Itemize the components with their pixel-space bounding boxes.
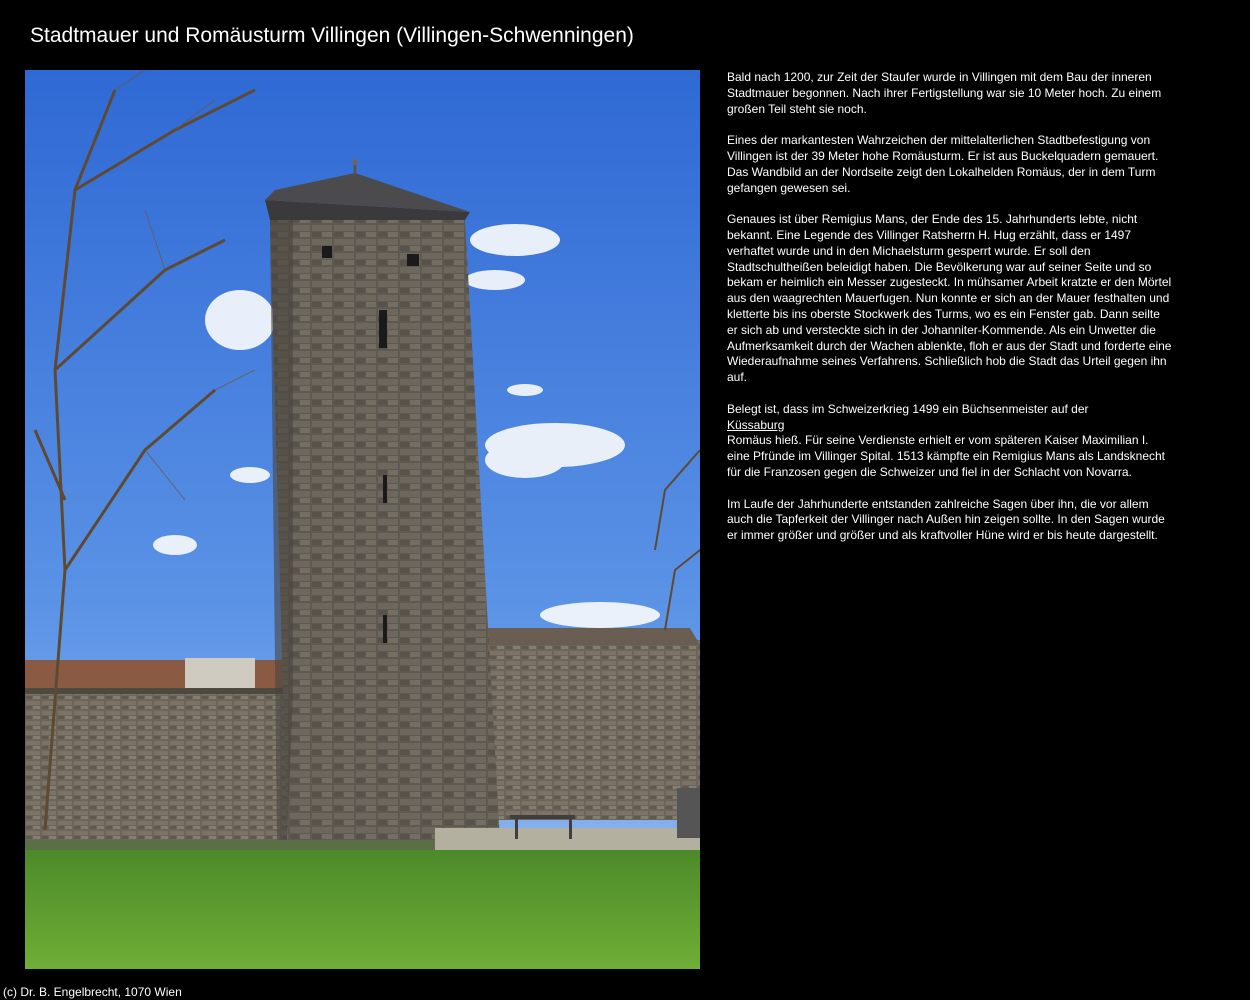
paragraph-5: Im Laufe der Jahrhunderte entstanden zahlreiche Sagen über ihn, die vor allem auch die Tapferkeit der Villinger nach Außen hin zeigen sollte. In den Sagen wurde er immer größer und größer und als kraftvoller Hüne wird er bis heute dargestellt. xyxy=(727,496,1165,543)
description-text xyxy=(727,70,1172,560)
kuessaburg-link[interactable]: Küssaburg xyxy=(727,417,785,432)
paragraph-4-rest: Romäus hieß. Für seine Verdienste erhielt er vom späteren Kaiser Maximilian I. eine Pfründe im Villinger Spital. 1513 kämpfte ein Remigius Mans als Landsknecht für die Franzosen gegen die Schweizer und fiel in der Schlacht von Novarra. xyxy=(727,433,1166,479)
page-title: Stadtmauer und Romäusturm Villingen (Villingen-Schwenningen) xyxy=(30,24,634,47)
tower-photo-illustration xyxy=(25,70,700,969)
paragraph-4-intro: Belegt ist, dass im Schweizerkrieg 1499 ein Büchsenmeister auf der xyxy=(727,401,1089,416)
paragraph-1: Bald nach 1200, zur Zeit der Staufer wurde in Villingen mit dem Bau der inneren Stadtmauer begonnen. Nach ihrer Fertigstellung war sie 10 Meter hoch. Zu einem großen Teil steht sie noch. xyxy=(727,70,1162,116)
paragraph-2: Eines der markantesten Wahrzeichen der mittelalterlichen Stadtbefestigung von Villingen ist der 39 Meter hohe Romäusturm. Er ist aus Buckelquadern gemauert. Das Wandbild an der Nordseite zeigt den Lokalhelden Romäus, der in dem Turm gefangen gewesen sei. xyxy=(727,133,1159,195)
paragraph-4 xyxy=(727,402,1172,481)
tower-photo xyxy=(25,70,700,969)
copyright-notice: (c) Dr. B. Engelbrecht, 1070 Wien xyxy=(3,985,182,999)
paragraph-3: Genaues ist über Remigius Mans, der Ende des 15. Jahrhunderts lebte, nicht bekannt. Eine Legende des Villinger Ratsherrn H. Hug erzählt, dass er 1497 verhaftet wurde und in den Michaelsturm gesperrt wurde. Er soll den Stadtschultheißen beleidigt haben. Die Bevölkerung war auf seiner Seite und so bekam er heimlich ein Messer zugesteckt. In mühsamer Arbeit kratzte er den Mörtel aus den waagrechten Mauerfugen. Nun konnte er sich an der Mauer festhalten und kletterte bis ins oberste Stockwerk des Turms, wo es ein Fenster gab. Dann seilte er sich ab und versteckte sich in der Johanniter-Kommende. Als ein Unwetter die Aufmerksamkeit durch der Wachen ablenkte, floh er aus der Stadt und forderte eine Wiederaufnahme seines Verfahrens. Schließlich hob die Stadt das Urteil gegen ihn auf. xyxy=(727,212,1172,385)
